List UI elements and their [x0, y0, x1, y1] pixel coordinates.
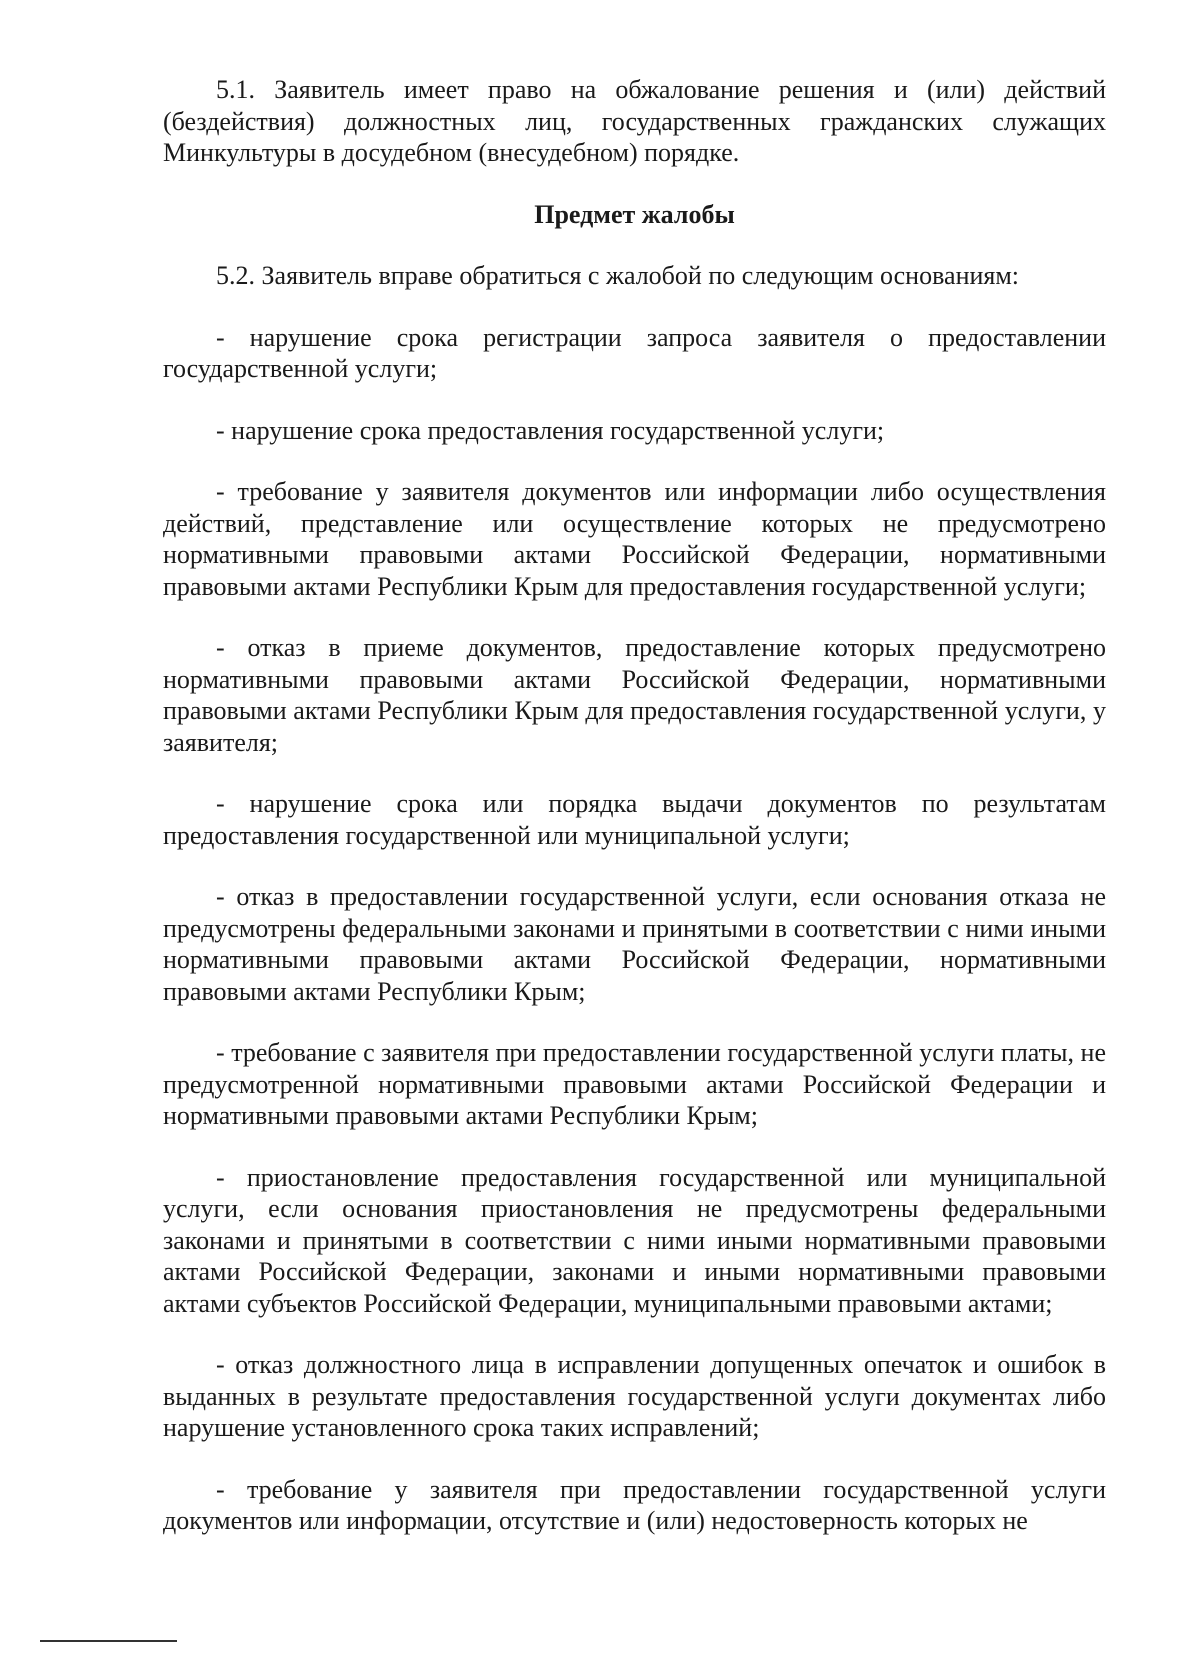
ground-item: - нарушение срока предоставления государственной услуги; [216, 415, 885, 445]
document-body [163, 74, 1106, 1567]
footnote-rule [40, 1640, 177, 1642]
ground-item: - нарушение срока или порядка выдачи документов по результатам предоставления государственной или муниципальной услуги; [163, 789, 1106, 850]
section-heading: Предмет жалобы [534, 199, 735, 229]
ground-item: - отказ в предоставлении государственной услуги, если основания отказа не предусмотрены федеральными законами и принятыми в соответствии с ними иными нормативными правовыми актами Российской Федерации, нормативными правовыми актами Республики Крым; [163, 882, 1106, 1006]
ground-item: - отказ должностного лица в исправлении допущенных опечаток и ошибок в выданных в результате предоставления государственной услуги документах либо нарушение установленного срока таких исправлений; [163, 1350, 1106, 1442]
ground-item: - требование с заявителя при предоставлении государственной услуги платы, не предусмотренной нормативными правовыми актами Российской Федерации и нормативными правовыми актами Республики Крым; [163, 1038, 1106, 1130]
paragraph-5-2: 5.2. Заявитель вправе обратиться с жалобой по следующим основаниям: [216, 261, 1020, 290]
ground-item: - требование у заявителя при предоставлении государственной услуги документов или информации, отсутствие и (или) недостоверность которых не [163, 1474, 1106, 1535]
paragraph-5-1: 5.1. Заявитель имеет право на обжалование решения и (или) действий (бездействия) должностных лиц, государственных гражданских служащих Минкультуры в досудебном (внесудебном) порядке. [163, 75, 1106, 167]
ground-item: - приостановление предоставления государственной или муниципальной услуги, если основания приостановления не предусмотрены федеральными законами и принятыми в соответствии с ними иными нормативными правовыми актами Российской Федерации, законами и иными нормативными правовыми актами субъектов Российской Федерации, муниципальными правовыми актами; [163, 1162, 1106, 1318]
ground-item: - требование у заявителя документов или информации либо осуществления действий, представление или осуществление которых не предусмотрено нормативными правовыми актами Российской Федерации, нормативными правовыми актами Республики Крым для предоставления государственной услуги; [163, 477, 1106, 601]
ground-item: - отказ в приеме документов, предоставление которых предусмотрено нормативными правовыми актами Российской Федерации, нормативными правовыми актами Республики Крым для предоставления государственной услуги, у заявителя; [163, 633, 1106, 757]
ground-item: - нарушение срока регистрации запроса заявителя о предоставлении государственной услуги; [163, 322, 1106, 383]
